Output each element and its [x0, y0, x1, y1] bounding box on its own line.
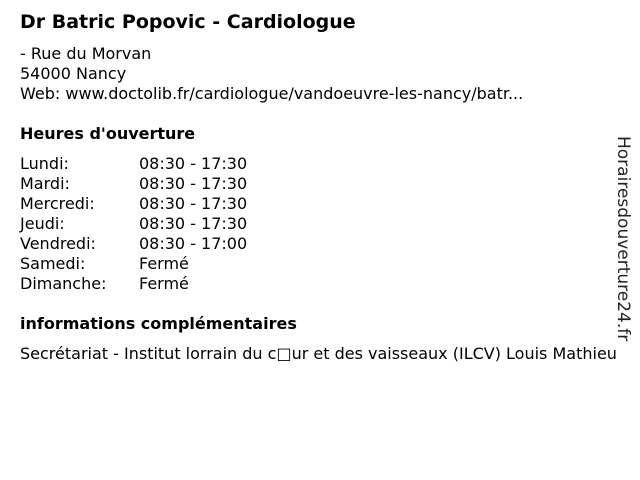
- day-label: Mardi:: [20, 174, 70, 193]
- page-title: Dr Batric Popovic - Cardiologue: [20, 11, 356, 33]
- day-label: Vendredi:: [20, 234, 96, 253]
- city-postal: 54000 Nancy: [20, 64, 127, 83]
- opening-hours-heading: Heures d'ouverture: [20, 124, 196, 143]
- additional-info-text: Secrétariat - Institut lorrain du c□ur et des vaisseaux (ILCV) Louis Mathieu: [20, 344, 617, 363]
- time-value: Fermé: [139, 274, 189, 293]
- day-label: Lundi:: [20, 154, 69, 173]
- day-label: Jeudi:: [20, 214, 65, 233]
- time-value: 08:30 - 17:30: [139, 154, 248, 173]
- time-value: 08:30 - 17:00: [139, 234, 248, 253]
- site-watermark: Horairesdouverture24.fr: [613, 136, 633, 342]
- website-link[interactable]: Web: www.doctolib.fr/cardiologue/vandoeuvre-les-nancy/batr...: [20, 84, 524, 103]
- address-block: [20, 44, 523, 104]
- day-label: Mercredi:: [20, 194, 95, 213]
- time-value: 08:30 - 17:30: [139, 214, 248, 233]
- day-label: Samedi:: [20, 254, 86, 273]
- additional-info-heading: informations complémentaires: [20, 314, 297, 333]
- time-value: Fermé: [139, 254, 189, 273]
- day-label: Dimanche:: [20, 274, 107, 293]
- time-value: 08:30 - 17:30: [139, 174, 248, 193]
- time-value: 08:30 - 17:30: [139, 194, 248, 213]
- street-address: - Rue du Morvan: [20, 44, 152, 63]
